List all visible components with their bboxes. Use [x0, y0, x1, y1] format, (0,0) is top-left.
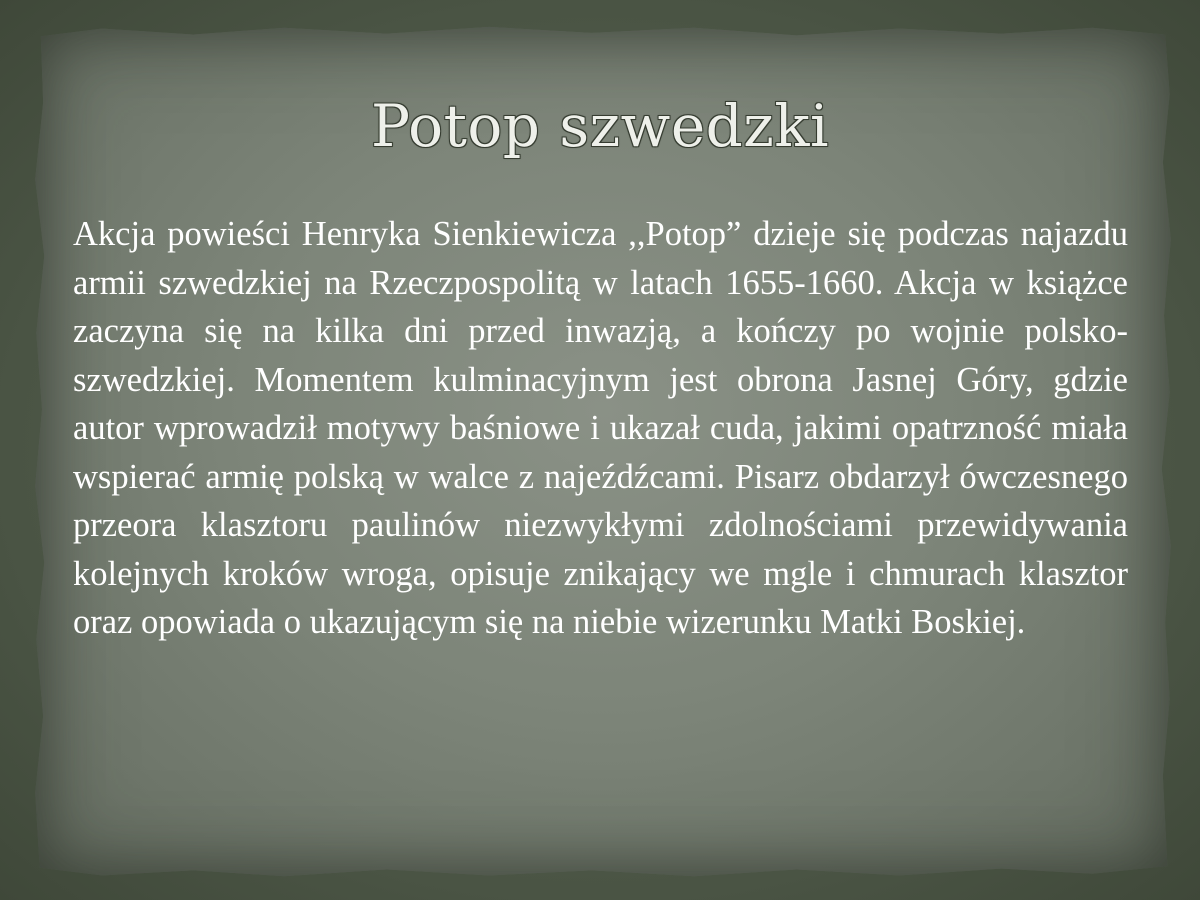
- slide-title: Potop szwedzki: [370, 92, 830, 160]
- slide-body-text: Akcja powieści Henryka Sienkiewicza ,,Potop” dzieje się podczas najazdu armii szwedzkiej na Rzeczpospolitą w latach 1655-1660. Akcja w książce zaczyna się na kilka dni przed inwazją, a kończy po wojnie polsko-szwedzkiej. Momentem kulminacyjnym jest obrona Jasnej Góry, gdzie autor wprowadził motywy baśniowe i ukazał cuda, jakimi opatrzność miała wspierać armię polską w walce z najeźdźcami. Pisarz obdarzył ówczesnego przeora klasztoru paulinów niezwykłymi zdolnościami przewidywania kolejnych kroków wroga, opisuje znikający we mgle i chmurach klasztor oraz opowiada o ukazującym się na niebie wizerunku Matki Boskiej.: [73, 215, 1128, 641]
